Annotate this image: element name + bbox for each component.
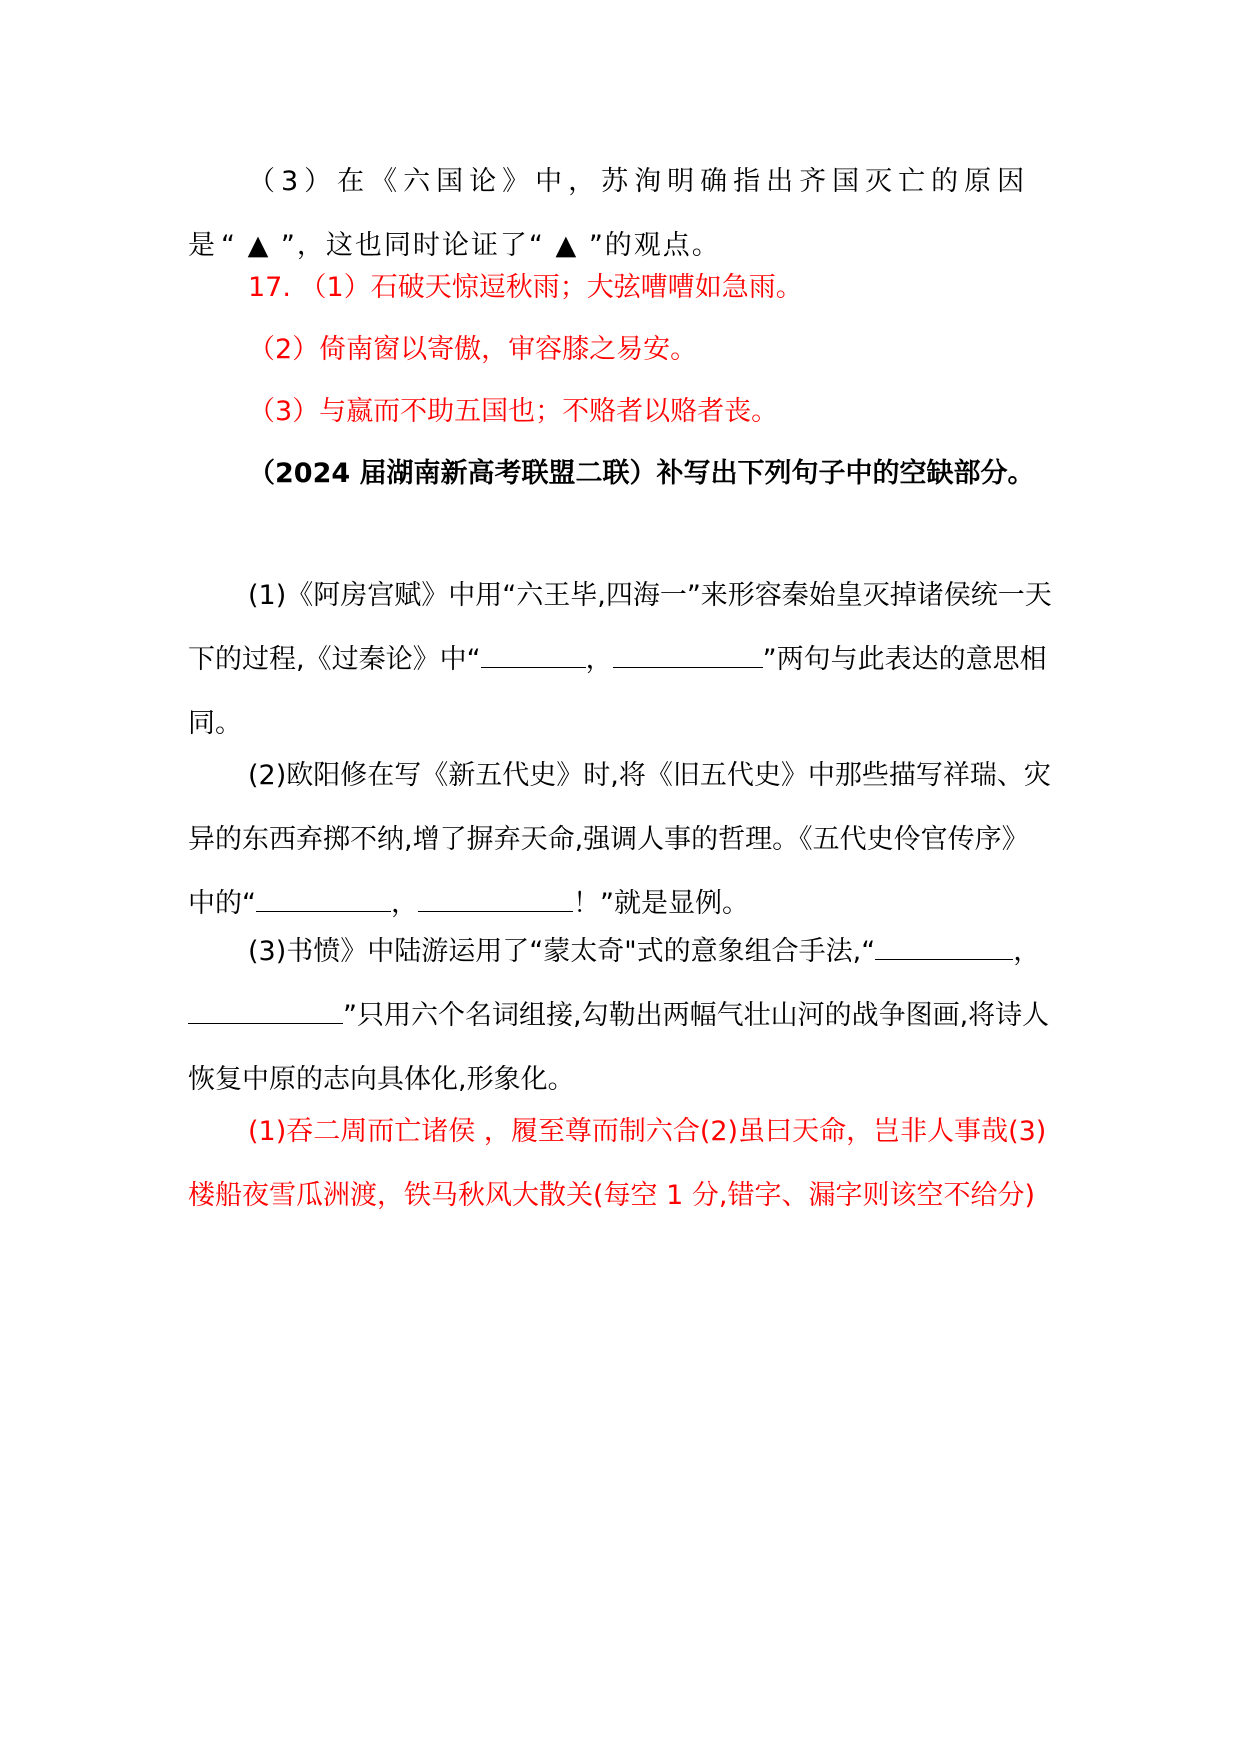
answer17-line2: （2）倚南窗以寄傲，审容膝之易安。	[248, 334, 698, 365]
answer-blank[interactable]	[481, 645, 586, 668]
q18-item2	[188, 744, 1052, 936]
q18-item1-separator: ，	[585, 644, 613, 675]
q18-item1-text-b: ”两句与此表达的意思相同。	[188, 644, 1047, 739]
q16-item3-text-b: “ ▲ ”，这也同时论证了“ ▲ ”的观点。	[221, 230, 721, 261]
q18-item2-text-b: ！”就是显例。	[573, 888, 749, 919]
q18-item2-separator: ，	[391, 888, 418, 919]
q18-heading: （2024 届湖南新高考联盟二联）补写出下列句子中的空缺部分。	[248, 458, 1035, 489]
answer17-line3: （3）与嬴而不助五国也；不赂者以赂者丧。	[248, 396, 779, 427]
q18-item3-text-b: ”只用六个名词组接,勾勒出两幅气壮山河的战争图画,将诗人恢复中原的志向具体化,形象化。	[188, 1000, 1050, 1095]
q18-item3	[188, 920, 1052, 1112]
answer-blank[interactable]	[256, 889, 391, 912]
q18-item3-text-a: (3)书愤》中陆游运用了“蒙太奇"式的意象组合手法,“	[248, 936, 876, 967]
q18-item2-text-a: (2)欧阳修在写《新五代史》时,将《旧五代史》中那些描写祥瑞、灾异的东西弃掷不纳,增了摒弃天命,强调人事的哲理。《五代史伶官传序》中的“	[188, 760, 1051, 919]
answer-blank[interactable]	[418, 889, 573, 912]
answer-blank[interactable]	[875, 937, 1013, 960]
answer-blank[interactable]	[613, 645, 763, 668]
q18-item1	[188, 564, 1052, 756]
q18-item1-text-a: (1)《阿房宫赋》中用“六王毕,四海一”来形容秦始皇灭掉诸侯统一天下的过程,《过秦论》中“	[188, 580, 1052, 675]
q18-item3-separator: ，	[1013, 936, 1041, 967]
q18-answer: (1)吞二周而亡诸侯 ，履至尊而制六合(2)虽曰天命，岂非人事哉(3)楼船夜雪瓜洲渡，铁马秋风大散关(每空 1 分,错字、漏字则该空不给分)	[188, 1116, 1047, 1211]
answer-blank[interactable]	[188, 1001, 343, 1024]
q16-item3-text-a: （3）在《六国论》中，苏洵明确指出齐国灭亡的原因是	[188, 166, 1031, 261]
answer17-line1: 17. （1）石破天惊逗秋雨；大弦嘈嘈如急雨。	[248, 272, 803, 303]
